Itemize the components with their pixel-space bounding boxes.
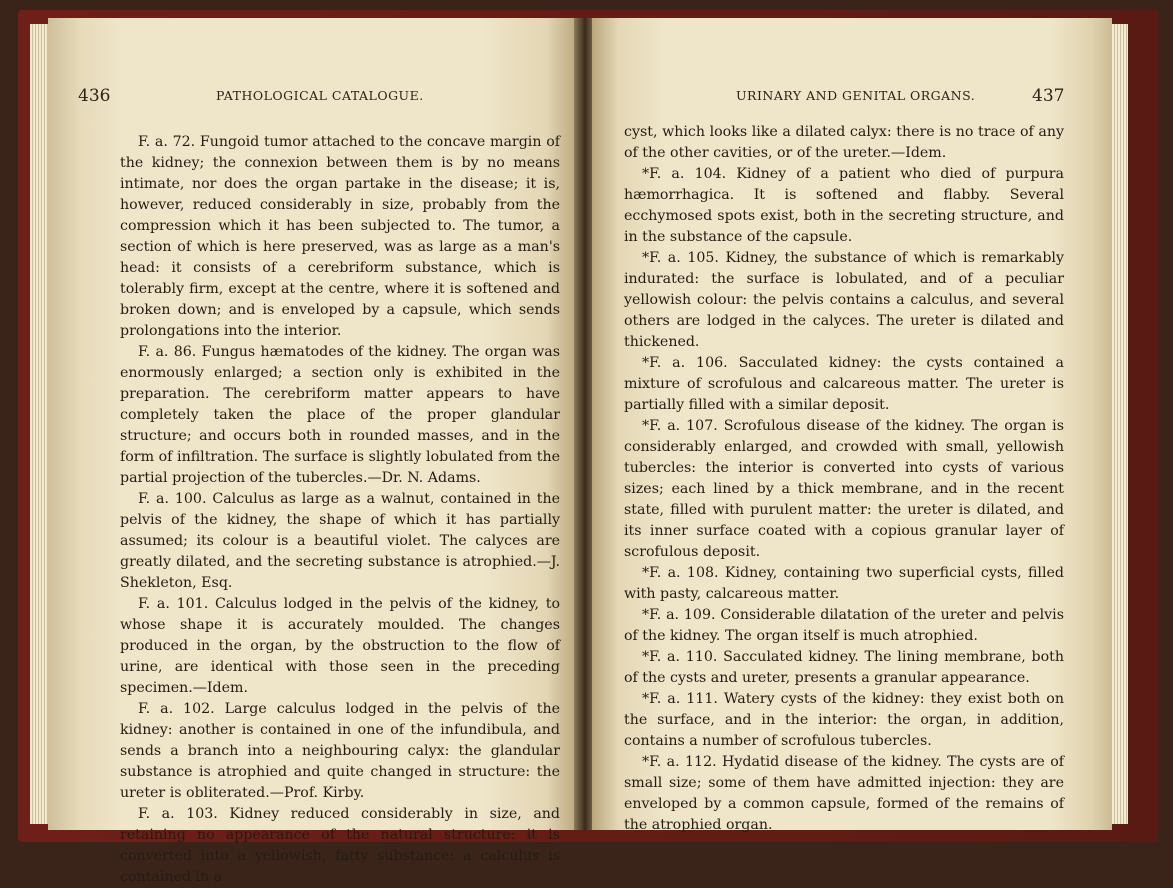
paragraph: F. a. 100. Calculus as large as a walnut, contained in the pelvis of the kidney, the shape of which it has partially assumed; its colour is a beautiful violet. The calyces are greatly dilated, and the secreting substance is atrophied.—J. Shekleton, Esq. bbox=[120, 491, 560, 591]
page-number: 437 bbox=[1032, 86, 1065, 106]
running-head: URINARY AND GENITAL ORGANS. bbox=[736, 88, 976, 103]
paragraph: *F. a. 105. Kidney, the substance of which is remarkably indurated: the surface is lobulated, and of a peculiar yellowish colour: the pelvis contains a calculus, and several others are lodged in the calyces. The ureter is dilated and thickened. bbox=[624, 250, 1064, 350]
right-page bbox=[592, 18, 1112, 833]
page-number: 436 bbox=[78, 86, 111, 106]
paragraph: F. a. 102. Large calculus lodged in the pelvis of the kidney: another is contained in one of the infundibula, and sends a branch into a neighbouring calyx: the glandular substance is atrophied and quite changed in structure: the ureter is obliterated.—Prof. Kirby. bbox=[120, 701, 560, 801]
paragraph-continuation: cyst, which looks like a dilated calyx: there is no trace of any of the other cavities, or of the ureter.—Idem. bbox=[624, 124, 1064, 161]
paragraph: *F. a. 109. Considerable dilatation of the ureter and pelvis of the kidney. The organ itself is much atrophied. bbox=[624, 607, 1064, 644]
paragraph: *F. a. 110. Sacculated kidney. The lining membrane, both of the cysts and ureter, presents a granular appearance. bbox=[624, 649, 1064, 686]
body-text bbox=[120, 132, 560, 888]
paragraph: F. a. 86. Fungus hæmatodes of the kidney. The organ was enormously enlarged; a section only is exhibited in the preparation. The cerebriform matter appears to have completely taken the place of the proper glandular structure; and occurs both in rounded masses, and in the form of infiltration. The surface is slightly lobulated from the partial projection of the tubercles.—Dr. N. Adams. bbox=[120, 344, 560, 486]
paragraph: *F. a. 106. Sacculated kidney: the cysts contained a mixture of scrofulous and calcareous matter. The ureter is partially filled with a similar deposit. bbox=[624, 355, 1064, 413]
body-text bbox=[624, 122, 1064, 836]
paragraph: F. a. 103. Kidney reduced considerably in size, and retaining no appearance of the natural structure: it is converted into a yellowish, fatty substance: a calculus is contained in a bbox=[120, 806, 560, 885]
running-head: PATHOLOGICAL CATALOGUE. bbox=[216, 88, 424, 103]
paragraph: *F. a. 111. Watery cysts of the kidney: they exist both on the surface, and in the interior: the organ, in addition, contains a number of scrofulous tubercles. bbox=[624, 691, 1064, 749]
left-page bbox=[48, 18, 578, 885]
paragraph: *F. a. 108. Kidney, containing two superficial cysts, filled with pasty, calcareous matter. bbox=[624, 565, 1064, 602]
paragraph: *F. a. 112. Hydatid disease of the kidney. The cysts are of small size; some of them have admitted injection: they are enveloped by a common capsule, formed of the remains of the atrophied organ. bbox=[624, 754, 1064, 833]
paragraph: F. a. 72. Fungoid tumor attached to the concave margin of the kidney; the connexion between them is by no means intimate, nor does the organ partake in the disease; it is, however, reduced considerably in size, probably from the compression which it has been subjected to. The tumor, a section of which is here preserved, was as large as a man's head: it consists of a cerebriform substance, which is tolerably firm, except at the centre, where it is softened and broken down; and is enveloped by a capsule, which sends prolongations into the interior. bbox=[120, 134, 560, 339]
paragraph: *F. a. 104. Kidney of a patient who died of purpura hæmorrhagica. It is softened and flabby. Several ecchymosed spots exist, both in the secreting structure, and in the substance of the capsule. bbox=[624, 166, 1064, 245]
paragraph: F. a. 101. Calculus lodged in the pelvis of the kidney, to whose shape it is accurately moulded. The changes produced in the organ, by the obstruction to the flow of urine, are identical with those seen in the preceding specimen.—Idem. bbox=[120, 596, 560, 696]
paragraph: *F. a. 107. Scrofulous disease of the kidney. The organ is considerably enlarged, and crowded with small, yellowish tubercles: the interior is converted into cysts of various sizes; each lined by a thick membrane, and in the recent state, filled with purulent matter: the ureter is dilated, and its inner surface coated with a copious granular layer of scrofulous deposit. bbox=[624, 418, 1064, 560]
